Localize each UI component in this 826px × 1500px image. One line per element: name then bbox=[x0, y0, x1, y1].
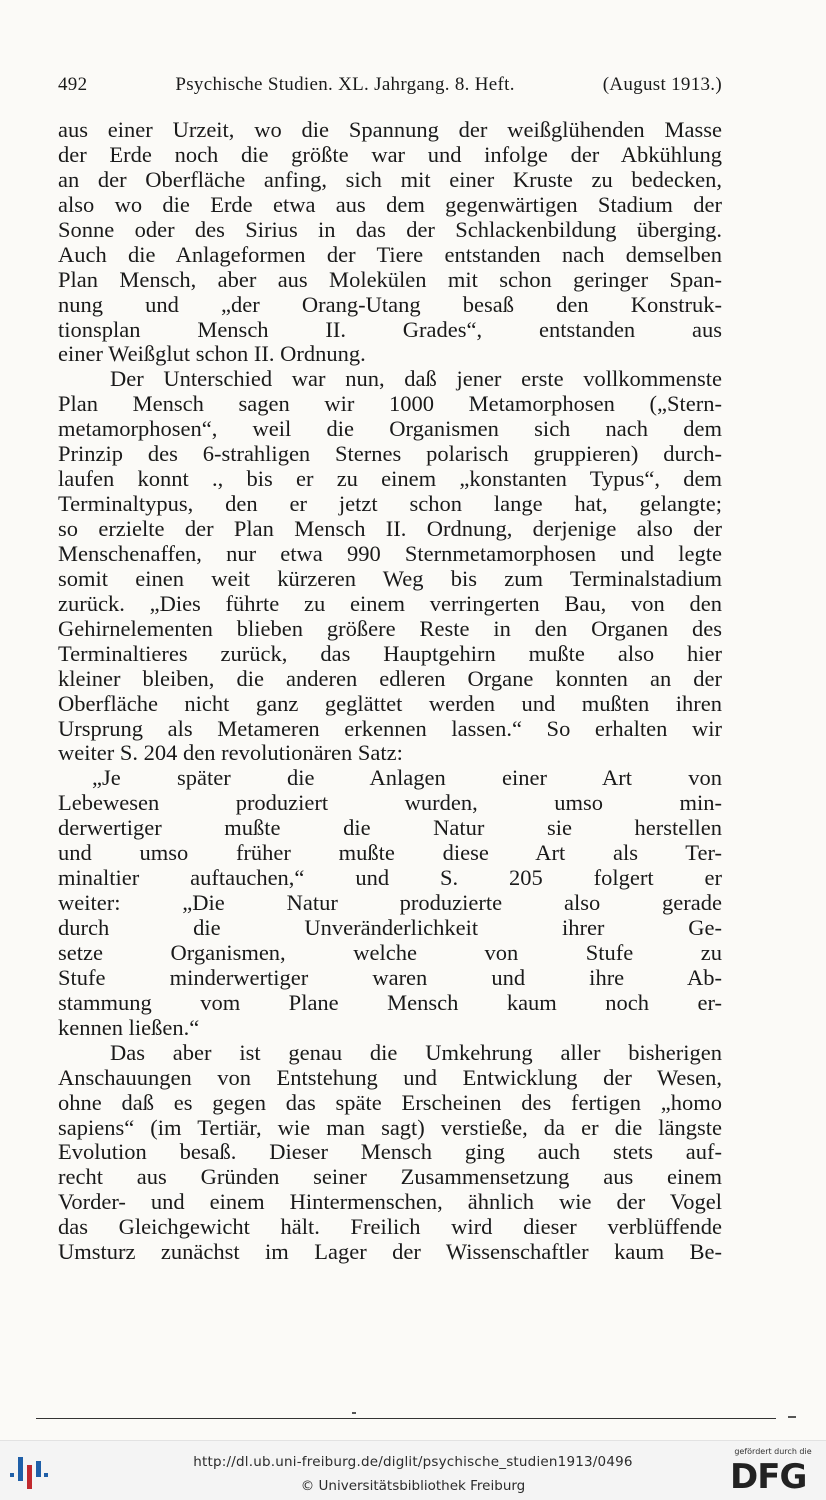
text-line: Plan Mensch, aber aus Molekülen mit schon geringer Span- bbox=[58, 267, 722, 292]
page-number: 492 bbox=[58, 74, 88, 95]
dfg-badge[interactable] bbox=[724, 1447, 824, 1497]
text-line: recht aus Gründen seiner Zusammensetzung aus einem bbox=[58, 1165, 722, 1190]
text-line: Terminaltieres zurück, das Hauptgehirn mußte also hier bbox=[58, 641, 722, 666]
quote-line: setze Organismen, welche von Stufe zu bbox=[58, 940, 722, 965]
quote-line: Lebewesen produziert wurden, umso min- bbox=[58, 791, 722, 816]
text-line: Vorder- und einem Hintermenschen, ähnlich wie der Vogel bbox=[58, 1190, 722, 1215]
quote-line: Stufe minderwertiger waren und ihre Ab- bbox=[58, 965, 722, 990]
text-line: der Erde noch die größte war und infolge der Abkühlung bbox=[58, 142, 722, 167]
running-head bbox=[58, 74, 722, 100]
text-line: an der Oberfläche anfing, sich mit einer Kruste zu bedecken, bbox=[58, 167, 722, 192]
text-line: aus einer Urzeit, wo die Spannung der weißglühenden Masse bbox=[58, 118, 722, 142]
dfg-caption: gefördert durch die bbox=[734, 1447, 812, 1456]
quote-line: stammung vom Plane Mensch kaum noch er- bbox=[58, 990, 722, 1015]
text-line: Der Unterschied war nun, daß jener erste vollkommenste bbox=[110, 367, 722, 392]
rule-mark bbox=[352, 1412, 356, 1414]
text-line: Das aber ist genau die Umkehrung aller bisherigen bbox=[110, 1040, 722, 1065]
text-line: Sonne oder des Sirius in das der Schlackenbildung überging. bbox=[58, 217, 722, 242]
text-line: also wo die Erde etwa aus dem gegenwärtigen Stadium der bbox=[58, 192, 722, 217]
text-line: kleiner bleiben, die anderen edleren Organe konnten an der bbox=[58, 666, 722, 691]
body-text bbox=[58, 118, 722, 1265]
quote-line: „Je später die Anlagen einer Art von bbox=[92, 766, 722, 791]
journal-title: Psychische Studien. XL. Jahrgang. 8. Heft. bbox=[175, 74, 515, 95]
viewer-footer bbox=[0, 1440, 826, 1500]
rule-mark bbox=[788, 1416, 796, 1418]
permalink-url[interactable]: http://dl.ub.uni-freiburg.de/diglit/psychische_studien1913/0496 bbox=[193, 1454, 633, 1470]
text-line: ohne daß es gegen das späte Erscheinen des fertigen „homo bbox=[58, 1090, 722, 1115]
page-rule bbox=[36, 1418, 776, 1419]
text-line: Auch die Anlageformen der Tiere entstanden nach demselben bbox=[58, 242, 722, 267]
text-line: nung und „der Orang-Utang besaß den Konstruk- bbox=[58, 292, 722, 317]
quote-line: derwertiger mußte die Natur sie herstellen bbox=[58, 816, 722, 841]
text-line: laufen konnt ., bis er zu einem „konstanten Typus“, dem bbox=[58, 467, 722, 492]
quote-line: minaltier auftauchen,“ und S. 205 folgert er bbox=[58, 866, 722, 891]
text-line: sapiens“ (im Tertiär, wie man sagt) verstieße, da er die längste bbox=[58, 1115, 722, 1140]
text-line: weiter S. 204 den revolutionären Satz: bbox=[58, 741, 403, 766]
dfg-logo: DFG bbox=[730, 1457, 807, 1497]
text-line: metamorphosen“, weil die Organismen sich nach dem bbox=[58, 417, 722, 442]
text-line: Oberfläche nicht ganz geglättet werden und mußten ihren bbox=[58, 691, 722, 716]
issue-date: (August 1913.) bbox=[602, 74, 722, 95]
text-line: einer Weißglut schon II. Ordnung. bbox=[58, 342, 366, 367]
copyright-notice: © Universitätsbibliothek Freiburg bbox=[300, 1478, 526, 1494]
text-line: Gehirnelementen blieben größere Reste in den Organen des bbox=[58, 616, 722, 641]
quote-line: durch die Unveränderlichkeit ihrer Ge- bbox=[58, 916, 722, 940]
quote-line: kennen ließen.“ bbox=[58, 1015, 200, 1040]
quote-line: weiter: „Die Natur produzierte also gerade bbox=[58, 891, 722, 916]
text-line: tionsplan Mensch II. Grades“, entstanden aus bbox=[58, 317, 722, 342]
text-line: Ursprung als Metameren erkennen lassen.“ So erhalten wir bbox=[58, 716, 722, 741]
text-line: Prinzip des 6-strahligen Sternes polarisch gruppieren) durch- bbox=[58, 442, 722, 467]
text-line: Umsturz zunächst im Lager der Wissenschaftler kaum Be- bbox=[58, 1240, 722, 1265]
text-line: das Gleichgewicht hält. Freilich wird dieser verblüffende bbox=[58, 1215, 722, 1240]
text-line: Menschenaffen, nur etwa 990 Sternmetamorphosen und legte bbox=[58, 541, 722, 566]
text-line: Evolution besaß. Dieser Mensch ging auch stets auf- bbox=[58, 1140, 722, 1165]
text-line: Terminaltypus, den er jetzt schon lange hat, gelangte; bbox=[58, 492, 722, 517]
text-line: Plan Mensch sagen wir 1000 Metamorphosen („Stern- bbox=[58, 392, 722, 417]
text-line: so erzielte der Plan Mensch II. Ordnung, derjenige also der bbox=[58, 517, 722, 541]
text-line: zurück. „Dies führte zu einem verringerten Bau, von den bbox=[58, 591, 722, 616]
text-line: somit einen weit kürzeren Weg bis zum Terminalstadium bbox=[58, 566, 722, 591]
quote-line: und umso früher mußte diese Art als Ter- bbox=[58, 841, 722, 866]
text-line: Anschauungen von Entstehung und Entwicklung der Wesen, bbox=[58, 1065, 722, 1090]
